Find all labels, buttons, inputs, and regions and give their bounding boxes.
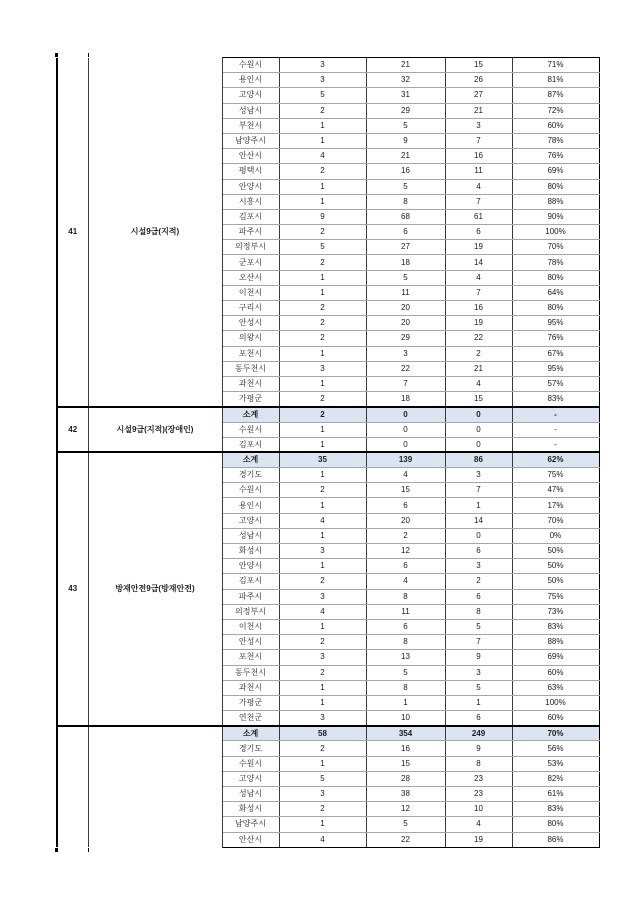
- value-cell: 15: [366, 756, 445, 771]
- percent-cell: 73%: [512, 604, 599, 619]
- value-cell: 23: [445, 771, 512, 786]
- table-row: [57, 452, 599, 467]
- value-cell: 2: [279, 164, 366, 179]
- value-cell: 2: [279, 802, 366, 817]
- value-cell: 8: [366, 635, 445, 650]
- percent-cell: 86%: [512, 832, 599, 847]
- percent-cell: 81%: [512, 73, 599, 88]
- value-cell: 1: [279, 422, 366, 437]
- percent-cell: 88%: [512, 635, 599, 650]
- value-cell: 2: [279, 255, 366, 270]
- value-cell: 4: [366, 468, 445, 483]
- district-cell: 고양시: [222, 88, 279, 103]
- district-cell: 용인시: [222, 498, 279, 513]
- value-cell: 12: [366, 544, 445, 559]
- percent-cell: 90%: [512, 209, 599, 224]
- value-cell: 0: [445, 407, 512, 422]
- value-cell: 1: [279, 817, 366, 832]
- value-cell: 11: [445, 164, 512, 179]
- value-cell: 19: [445, 240, 512, 255]
- district-cell: 안양시: [222, 559, 279, 574]
- value-cell: 26: [445, 73, 512, 88]
- value-cell: 0: [366, 422, 445, 437]
- percent-cell: 70%: [512, 513, 599, 528]
- value-cell: 12: [366, 802, 445, 817]
- value-cell: 0: [445, 422, 512, 437]
- district-cell: 수원시: [222, 422, 279, 437]
- percent-cell: 69%: [512, 650, 599, 665]
- district-cell: 수원시: [222, 58, 279, 73]
- value-cell: 18: [366, 392, 445, 407]
- value-cell: 15: [445, 58, 512, 73]
- value-cell: 3: [445, 468, 512, 483]
- subtotal-label-cell: 소계: [222, 407, 279, 422]
- value-cell: 38: [366, 787, 445, 802]
- value-cell: 4: [279, 604, 366, 619]
- value-cell: 2: [279, 665, 366, 680]
- percent-cell: 83%: [512, 802, 599, 817]
- value-cell: 28: [366, 771, 445, 786]
- value-cell: 10: [366, 711, 445, 726]
- value-cell: 7: [366, 376, 445, 391]
- percent-cell: 72%: [512, 103, 599, 118]
- value-cell: 23: [445, 787, 512, 802]
- district-cell: 성남시: [222, 787, 279, 802]
- value-cell: 20: [366, 513, 445, 528]
- percent-cell: 70%: [512, 240, 599, 255]
- value-cell: 7: [445, 133, 512, 148]
- value-cell: 27: [366, 240, 445, 255]
- percent-cell: 95%: [512, 361, 599, 376]
- value-cell: 9: [366, 133, 445, 148]
- district-cell: 포천시: [222, 346, 279, 361]
- district-cell: 김포시: [222, 209, 279, 224]
- district-cell: 오산시: [222, 270, 279, 285]
- district-cell: 고양시: [222, 771, 279, 786]
- value-cell: 1: [279, 194, 366, 209]
- section-category-cell: 시설9급(지적)(장애인): [88, 407, 222, 453]
- percent-cell: 78%: [512, 255, 599, 270]
- district-cell: 포천시: [222, 650, 279, 665]
- value-cell: 2: [279, 407, 366, 422]
- percent-cell: 62%: [512, 452, 599, 467]
- percent-cell: 69%: [512, 164, 599, 179]
- district-cell: 시흥시: [222, 194, 279, 209]
- value-cell: 1: [279, 498, 366, 513]
- value-cell: 0: [366, 437, 445, 452]
- district-cell: 평택시: [222, 164, 279, 179]
- value-cell: 1: [279, 346, 366, 361]
- value-cell: 19: [445, 316, 512, 331]
- value-cell: 11: [366, 285, 445, 300]
- value-cell: 0: [366, 407, 445, 422]
- percent-cell: 50%: [512, 544, 599, 559]
- value-cell: 3: [445, 118, 512, 133]
- value-cell: 2: [279, 103, 366, 118]
- value-cell: 27: [445, 88, 512, 103]
- district-cell: 수원시: [222, 483, 279, 498]
- value-cell: 1: [445, 695, 512, 710]
- section-category-cell: 시설9급(지적): [88, 58, 222, 407]
- table-row: [57, 407, 599, 422]
- percent-cell: 80%: [512, 817, 599, 832]
- value-cell: 5: [366, 118, 445, 133]
- value-cell: 6: [366, 225, 445, 240]
- percent-cell: 83%: [512, 619, 599, 634]
- value-cell: 29: [366, 331, 445, 346]
- section-category-cell: [88, 726, 222, 848]
- value-cell: 8: [445, 756, 512, 771]
- value-cell: 3: [366, 346, 445, 361]
- value-cell: 1: [279, 179, 366, 194]
- value-cell: 1: [366, 695, 445, 710]
- district-cell: 수원시: [222, 756, 279, 771]
- percent-cell: 56%: [512, 741, 599, 756]
- value-cell: 3: [279, 711, 366, 726]
- value-cell: 11: [366, 604, 445, 619]
- district-cell: 부천시: [222, 118, 279, 133]
- value-cell: 22: [366, 832, 445, 847]
- percent-cell: 60%: [512, 711, 599, 726]
- value-cell: 20: [366, 301, 445, 316]
- percent-cell: 100%: [512, 225, 599, 240]
- value-cell: 6: [366, 559, 445, 574]
- value-cell: 1: [279, 680, 366, 695]
- value-cell: 13: [366, 650, 445, 665]
- value-cell: 2: [366, 528, 445, 543]
- district-cell: 안산시: [222, 832, 279, 847]
- value-cell: 139: [366, 452, 445, 467]
- value-cell: 3: [279, 73, 366, 88]
- value-cell: 9: [279, 209, 366, 224]
- value-cell: 2: [279, 574, 366, 589]
- percent-cell: 64%: [512, 285, 599, 300]
- percent-cell: 76%: [512, 149, 599, 164]
- table-row: [57, 58, 599, 73]
- percent-cell: -: [512, 407, 599, 422]
- district-cell: 이천시: [222, 285, 279, 300]
- value-cell: 1: [279, 756, 366, 771]
- value-cell: 16: [366, 164, 445, 179]
- percent-cell: 0%: [512, 528, 599, 543]
- value-cell: 3: [279, 361, 366, 376]
- recruitment-status-table: [56, 57, 600, 848]
- value-cell: 8: [366, 589, 445, 604]
- percent-cell: 80%: [512, 301, 599, 316]
- value-cell: 21: [445, 103, 512, 118]
- value-cell: 1: [279, 376, 366, 391]
- district-cell: 의정부시: [222, 604, 279, 619]
- district-cell: 연천군: [222, 711, 279, 726]
- value-cell: 4: [366, 574, 445, 589]
- district-cell: 과천시: [222, 376, 279, 391]
- value-cell: 3: [445, 559, 512, 574]
- value-cell: 2: [279, 635, 366, 650]
- subtotal-label-cell: 소계: [222, 452, 279, 467]
- value-cell: 5: [366, 270, 445, 285]
- percent-cell: 88%: [512, 194, 599, 209]
- district-cell: 남양주시: [222, 817, 279, 832]
- percent-cell: 76%: [512, 331, 599, 346]
- percent-cell: 87%: [512, 88, 599, 103]
- value-cell: 9: [445, 650, 512, 665]
- value-cell: 61: [445, 209, 512, 224]
- section-number-cell: 42: [57, 407, 88, 453]
- value-cell: 10: [445, 802, 512, 817]
- percent-cell: 95%: [512, 316, 599, 331]
- percent-cell: 50%: [512, 559, 599, 574]
- district-cell: 성남시: [222, 528, 279, 543]
- value-cell: 1: [279, 559, 366, 574]
- value-cell: 2: [279, 392, 366, 407]
- percent-cell: 75%: [512, 589, 599, 604]
- value-cell: 16: [445, 301, 512, 316]
- district-cell: 고양시: [222, 513, 279, 528]
- district-cell: 경기도: [222, 741, 279, 756]
- value-cell: 1: [279, 285, 366, 300]
- value-cell: 2: [279, 483, 366, 498]
- percent-cell: 78%: [512, 133, 599, 148]
- value-cell: 2: [279, 316, 366, 331]
- value-cell: 21: [366, 149, 445, 164]
- percent-cell: 75%: [512, 468, 599, 483]
- value-cell: 5: [445, 619, 512, 634]
- percent-cell: 70%: [512, 726, 599, 741]
- value-cell: 4: [279, 149, 366, 164]
- value-cell: 86: [445, 452, 512, 467]
- percent-cell: 71%: [512, 58, 599, 73]
- value-cell: 0: [445, 528, 512, 543]
- value-cell: 21: [366, 58, 445, 73]
- value-cell: 2: [279, 225, 366, 240]
- value-cell: 0: [445, 437, 512, 452]
- value-cell: 1: [279, 133, 366, 148]
- category-border-bottom-stub: [88, 848, 89, 852]
- value-cell: 19: [445, 832, 512, 847]
- value-cell: 16: [445, 149, 512, 164]
- percent-cell: 53%: [512, 756, 599, 771]
- value-cell: 5: [279, 771, 366, 786]
- district-cell: 안성시: [222, 635, 279, 650]
- district-cell: 화성시: [222, 802, 279, 817]
- percent-cell: 61%: [512, 787, 599, 802]
- value-cell: 68: [366, 209, 445, 224]
- value-cell: 6: [445, 711, 512, 726]
- district-cell: 동두천시: [222, 665, 279, 680]
- value-cell: 3: [279, 589, 366, 604]
- value-cell: 29: [366, 103, 445, 118]
- district-cell: 의왕시: [222, 331, 279, 346]
- section-number-cell: 41: [57, 58, 88, 407]
- section-category-cell: 방재안전9급(방재안전): [88, 452, 222, 725]
- value-cell: 3: [279, 650, 366, 665]
- value-cell: 7: [445, 194, 512, 209]
- value-cell: 1: [279, 270, 366, 285]
- percent-cell: -: [512, 437, 599, 452]
- value-cell: 3: [279, 544, 366, 559]
- value-cell: 6: [366, 498, 445, 513]
- value-cell: 1: [445, 498, 512, 513]
- value-cell: 6: [366, 619, 445, 634]
- district-cell: 성남시: [222, 103, 279, 118]
- value-cell: 4: [445, 817, 512, 832]
- percent-cell: 60%: [512, 118, 599, 133]
- percent-cell: -: [512, 422, 599, 437]
- district-cell: 과천시: [222, 680, 279, 695]
- value-cell: 7: [445, 285, 512, 300]
- value-cell: 249: [445, 726, 512, 741]
- percent-cell: 80%: [512, 179, 599, 194]
- value-cell: 2: [445, 346, 512, 361]
- district-cell: 가평군: [222, 392, 279, 407]
- section-number-cell: [57, 726, 88, 848]
- value-cell: 8: [366, 194, 445, 209]
- district-cell: 구리시: [222, 301, 279, 316]
- percent-cell: 17%: [512, 498, 599, 513]
- value-cell: 31: [366, 88, 445, 103]
- percent-cell: 83%: [512, 392, 599, 407]
- percent-cell: 50%: [512, 574, 599, 589]
- value-cell: 4: [445, 270, 512, 285]
- table-row: [57, 726, 599, 741]
- value-cell: 8: [445, 604, 512, 619]
- value-cell: 5: [366, 179, 445, 194]
- value-cell: 15: [366, 483, 445, 498]
- value-cell: 1: [279, 695, 366, 710]
- value-cell: 3: [445, 665, 512, 680]
- percent-cell: 100%: [512, 695, 599, 710]
- value-cell: 8: [366, 680, 445, 695]
- value-cell: 5: [279, 240, 366, 255]
- value-cell: 9: [445, 741, 512, 756]
- district-cell: 김포시: [222, 574, 279, 589]
- value-cell: 1: [279, 118, 366, 133]
- district-cell: 안성시: [222, 316, 279, 331]
- value-cell: 14: [445, 255, 512, 270]
- district-cell: 의정부시: [222, 240, 279, 255]
- value-cell: 21: [445, 361, 512, 376]
- value-cell: 3: [279, 787, 366, 802]
- value-cell: 3: [279, 58, 366, 73]
- value-cell: 1: [279, 528, 366, 543]
- value-cell: 6: [445, 589, 512, 604]
- value-cell: 5: [279, 88, 366, 103]
- district-cell: 군포시: [222, 255, 279, 270]
- value-cell: 2: [279, 301, 366, 316]
- value-cell: 1: [279, 468, 366, 483]
- value-cell: 1: [279, 437, 366, 452]
- value-cell: 2: [445, 574, 512, 589]
- value-cell: 16: [366, 741, 445, 756]
- value-cell: 6: [445, 544, 512, 559]
- value-cell: 7: [445, 635, 512, 650]
- value-cell: 18: [366, 255, 445, 270]
- value-cell: 20: [366, 316, 445, 331]
- value-cell: 58: [279, 726, 366, 741]
- value-cell: 7: [445, 483, 512, 498]
- percent-cell: 82%: [512, 771, 599, 786]
- district-cell: 파주시: [222, 589, 279, 604]
- value-cell: 15: [445, 392, 512, 407]
- value-cell: 5: [366, 665, 445, 680]
- left-border-bottom-stub: [55, 848, 58, 852]
- value-cell: 22: [445, 331, 512, 346]
- section-number-cell: 43: [57, 452, 88, 725]
- district-cell: 동두천시: [222, 361, 279, 376]
- value-cell: 4: [279, 832, 366, 847]
- value-cell: 4: [279, 513, 366, 528]
- district-cell: 이천시: [222, 619, 279, 634]
- value-cell: 5: [445, 680, 512, 695]
- value-cell: 4: [445, 376, 512, 391]
- value-cell: 14: [445, 513, 512, 528]
- value-cell: 22: [366, 361, 445, 376]
- value-cell: 354: [366, 726, 445, 741]
- district-cell: 안산시: [222, 149, 279, 164]
- percent-cell: 57%: [512, 376, 599, 391]
- value-cell: 4: [445, 179, 512, 194]
- value-cell: 1: [279, 619, 366, 634]
- district-cell: 용인시: [222, 73, 279, 88]
- percent-cell: 60%: [512, 665, 599, 680]
- percent-cell: 47%: [512, 483, 599, 498]
- value-cell: 5: [366, 817, 445, 832]
- district-cell: 김포시: [222, 437, 279, 452]
- value-cell: 2: [279, 741, 366, 756]
- subtotal-label-cell: 소계: [222, 726, 279, 741]
- district-cell: 가평군: [222, 695, 279, 710]
- value-cell: 35: [279, 452, 366, 467]
- percent-cell: 80%: [512, 270, 599, 285]
- value-cell: 2: [279, 331, 366, 346]
- district-cell: 남양주시: [222, 133, 279, 148]
- percent-cell: 63%: [512, 680, 599, 695]
- percent-cell: 67%: [512, 346, 599, 361]
- district-cell: 경기도: [222, 468, 279, 483]
- value-cell: 6: [445, 225, 512, 240]
- district-cell: 안양시: [222, 179, 279, 194]
- district-cell: 화성시: [222, 544, 279, 559]
- value-cell: 32: [366, 73, 445, 88]
- district-cell: 파주시: [222, 225, 279, 240]
